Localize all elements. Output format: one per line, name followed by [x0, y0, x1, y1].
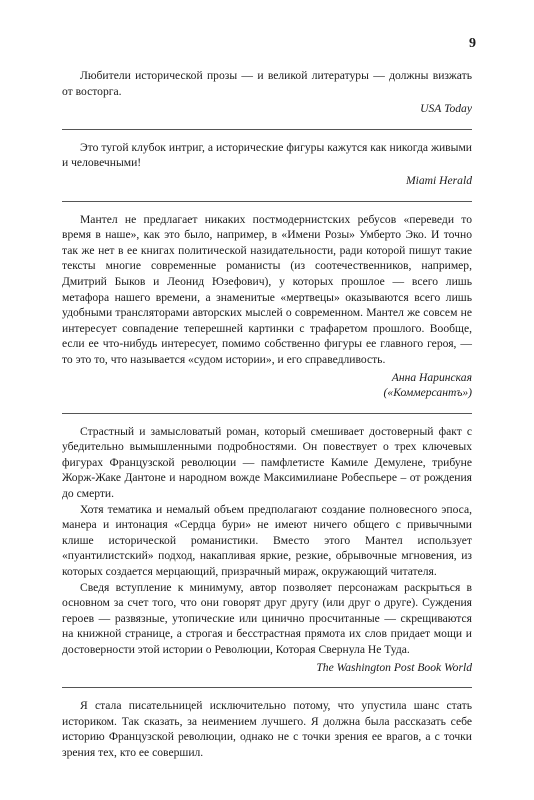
review-source: USA Today	[420, 102, 472, 116]
page-number: 9	[469, 36, 476, 51]
review-block	[62, 212, 472, 401]
review-paragraph: Мантел не предлагает никаких постмодернистских ребусов «переведи то время в наше», как это было, например, в «Имени Розы» Умберто Эко. И точно так же нет в ее книгах политической назидательности, ради которой пишут такие тексты многие современные романисты (из соотечественников, например, Дмитрий Быков и Леонид Юзефович), у которых прошлое — всего лишь метафора нашего времени, а знаменитые «мертвецы» оказываются всего лишь удобными трансляторами авторских мыслей о современном. Мантел же совсем не интересует совпадение теперешней картинки с трафаретом прошлого. Вообще, если ее что-нибудь интересует, помимо собственно фигуры ее главного героя, — то это то, что называется «судом истории», и его справедливость.	[62, 212, 472, 366]
review-paragraph: Я стала писательницей исключительно потому, что упустила шанс стать историком. Так сказать, за неимением лучшего. Я должна была рассказать себе историю Французской революции, однако не с точки зрения ее врагов, а с точки зрения тех, кто ее совершил.	[62, 699, 472, 759]
review-block	[62, 140, 472, 189]
section-divider	[62, 687, 472, 688]
section-divider	[62, 201, 472, 202]
section-divider	[62, 413, 472, 414]
page-content	[62, 68, 472, 773]
review-paragraph: Страстный и замысловатый роман, который смешивает достоверный факт с убедительно вымышленными подробностями. Он повествует о трех ключевых фигурах Французской революции — памфлетисте Камиле Демулене, трибуне Жорж-Жаке Дантоне и народном вожде Максимилиане Робеспьере – от рождения до смерти.	[62, 424, 472, 501]
review-paragraph: Хотя тематика и немалый объем предполагают создание полновесного эпоса, манера и интонация «Сердца бури» не имеют ничего общего с привычными клише исторической романистики. Вместо этого Мантел использует «пуантилистский» подход, накапливая яркие, резкие, обрывочные мгновения, из которых создается мерцающий, призрачный мираж, окружающий читателя.	[62, 502, 472, 579]
review-paragraph: Это тугой клубок интриг, а исторические фигуры кажутся как никогда живыми и человечными!	[62, 140, 472, 170]
review-source: («Коммерсантъ»)	[383, 386, 472, 400]
section-divider	[62, 129, 472, 130]
review-paragraph: Сведя вступление к минимуму, автор позволяет персонажам раскрыться в основном за счет того, что они говорят друг другу (или друг о друге). Суждения героев — развязные, утопические или цинично просчитанные — скрещиваются на книжной странице, а строгая и бесстрастная прямота их слов придает мощи и достоверности этой истории о Революции, Которая Свернула Не Туда.	[62, 580, 472, 656]
review-source: Miami Herald	[405, 173, 472, 187]
review-paragraph: Любители исторической прозы — и великой литературы — должны визжать от восторга.	[62, 69, 472, 98]
review-source: Анна Наринская	[391, 370, 472, 384]
review-block	[62, 424, 472, 676]
review-block	[62, 68, 472, 117]
review-source: The Washington Post Book World	[316, 660, 472, 674]
review-block	[62, 698, 472, 760]
